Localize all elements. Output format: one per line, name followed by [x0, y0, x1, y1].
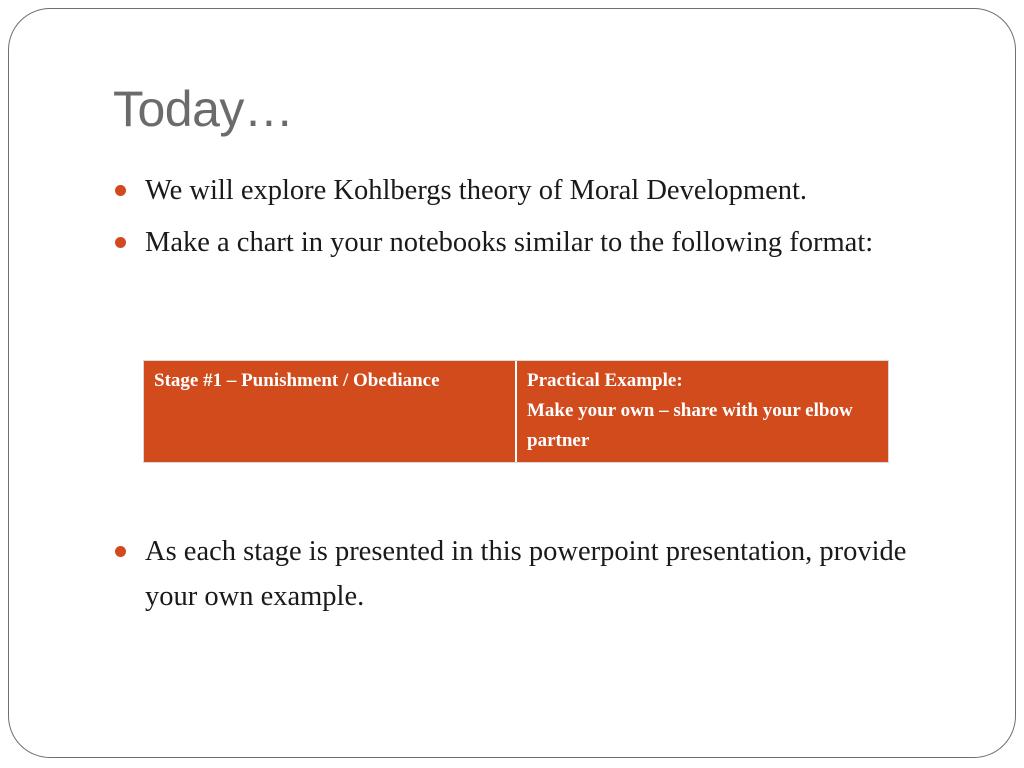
table-cell-example — [516, 361, 888, 462]
bullet-text: Make a chart in your notebooks similar to the following format: — [145, 227, 874, 258]
table-row — [144, 361, 888, 462]
bullet-text: We will explore Kohlbergs theory of Moral Development. — [145, 175, 808, 206]
example-heading: Practical Example: — [527, 370, 683, 391]
bullet-item — [145, 529, 945, 619]
table-cell-stage — [144, 361, 516, 462]
bullet-dot-icon — [115, 546, 126, 557]
bullet-item — [145, 168, 945, 213]
example-instruction: Make your own – share with your elbow partner — [527, 400, 853, 451]
bullet-text: As each stage is presented in this powerpoint presentation, provide your own example. — [145, 536, 907, 612]
example-chart-table — [144, 361, 888, 462]
bullet-item — [145, 220, 945, 265]
slide-title: Today… — [113, 81, 294, 137]
stage-label: Stage #1 – Punishment / Obediance — [154, 370, 440, 391]
bullet-dot-icon — [115, 185, 126, 196]
bullet-dot-icon — [115, 237, 126, 248]
